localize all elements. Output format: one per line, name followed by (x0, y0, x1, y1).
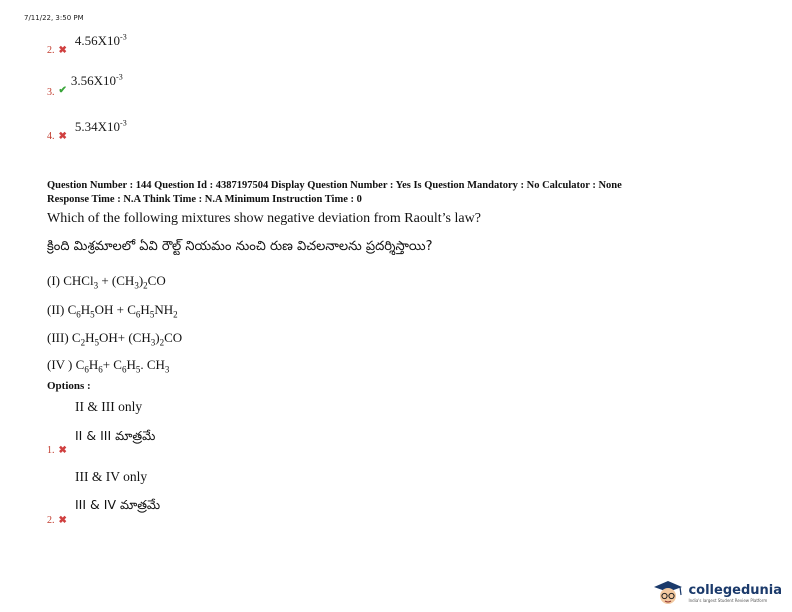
prev-option-4 (47, 118, 127, 142)
correct-check-icon: ✔ (58, 85, 67, 96)
option-number: 2. (47, 45, 55, 56)
answer-1-english: II & III only (75, 399, 143, 414)
answer-2-telugu: III & IV మాత్రమే (75, 497, 161, 512)
option-number: 4. (47, 131, 55, 142)
question-meta-line1: Question Number : 144 Question Id : 4387197504 Display Question Number : Yes Is Question Mandatory : No Calculator : None (47, 180, 622, 191)
prev-option-2 (47, 32, 127, 56)
wrong-mark-icon: ✖ (58, 515, 67, 526)
answer-1-telugu: II & III మాత్రమే (75, 428, 156, 443)
mixture-item-4: (IV ) $C_6H_6+ C_6H_5$. $CH_3$ (47, 357, 170, 375)
wrong-mark-icon: ✖ (58, 45, 67, 56)
mixture-item-2: (II) $C_6H_5OH + C_6H_5NH_2$ (47, 302, 178, 320)
question-meta-line2: Response Time : N.A Think Time : N.A Minimum Instruction Time : 0 (47, 194, 362, 205)
answer-1-marker (47, 440, 67, 458)
question-text-telugu: క్రింది మిశ్రమాలలో ఏవి రౌల్ట్ నియమం నుంచి రుణ విచలనాలను ప్రదర్శిస్తాయి? (47, 239, 433, 254)
prev-option-3 (47, 72, 123, 98)
answer-2-marker (47, 510, 67, 528)
answer-2-english: III & IV only (75, 469, 148, 484)
option-number: 3. (47, 87, 55, 98)
collegedunia-logo (650, 580, 782, 606)
question-text-english: Which of the following mixtures show negative deviation from Raoult’s law? (47, 211, 481, 226)
brand-tagline: India's largest Student Review Platform (688, 598, 768, 603)
option-number: 2. (47, 515, 55, 526)
option-value: $5.34X10^{-3}$ (74, 118, 127, 134)
options-label: Options : (47, 380, 91, 392)
wrong-mark-icon: ✖ (58, 445, 67, 456)
student-mascot-icon (650, 580, 686, 606)
mixture-item-3: (III) $C_2H_5OH+ (CH_3)_2CO$ (47, 330, 183, 348)
option-number: 1. (47, 445, 55, 456)
option-value: $4.56X10^{-3}$ (74, 32, 127, 48)
brand-name: collegedunia (688, 583, 782, 598)
wrong-mark-icon: ✖ (58, 131, 67, 142)
option-value: $3.56X10^{-3}$ (70, 72, 123, 88)
mixture-item-1: (I) CHCl$_3$ + $(CH_3)_2CO$ (47, 273, 166, 291)
timestamp: 7/11/22, 3:50 PM (24, 14, 84, 22)
